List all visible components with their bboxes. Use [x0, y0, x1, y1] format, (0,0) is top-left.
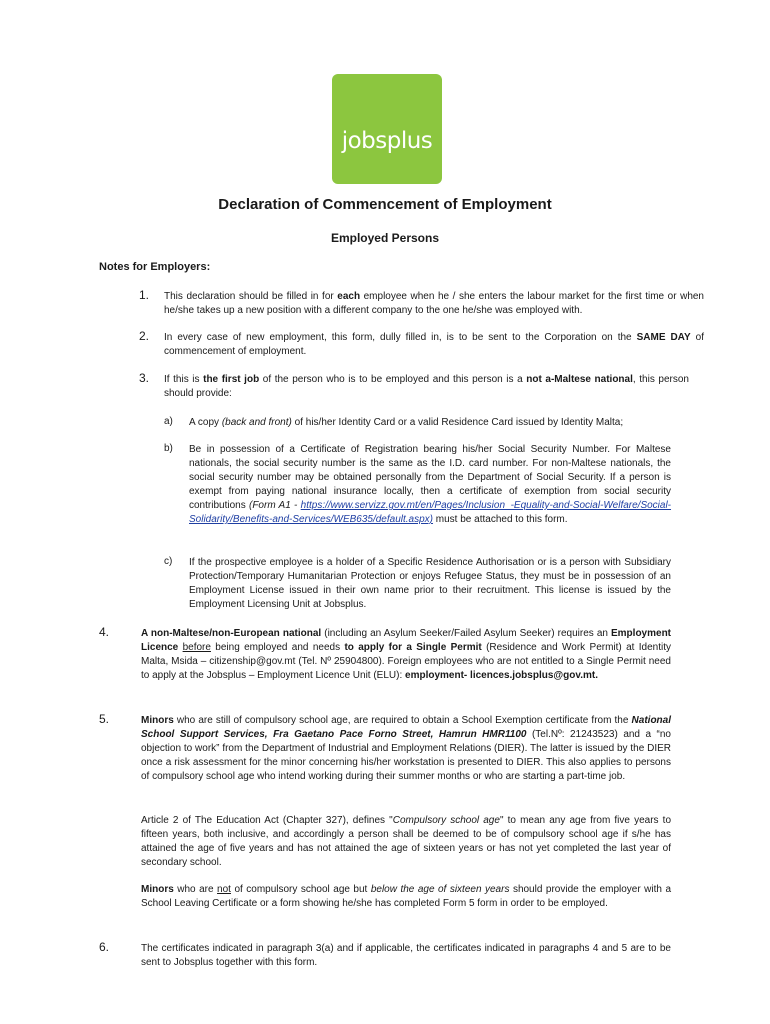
- item-1-text: This declaration should be filled in for each employee when he / she enters the labour market for the first time or when he/she takes up a new position with a different company to the one he/she was employed with.: [164, 291, 704, 316]
- item-5-text: Minors who are still of compulsory school age, are required to obtain a School Exemption certificate from the National School Support Services, Fra Gaetano Pace Forno Street, Hamrun HMR1100 (Tel.Nº: 21243523) and a “no objection to work” from the Department of Industrial and Employment Relations (DIER). The latter is issued by the DIER once a risk assessment for the minor concerning his/her workstation is presented to DIER. This also applies to persons of compulsory school age who intend working during their summer months or who are starting a part-time job.: [141, 715, 671, 782]
- item-6-number: 6.: [99, 940, 110, 954]
- compulsory-school-age-definition: Article 2 of The Education Act (Chapter 327), defines "Compulsory school age" to mean any age from five years to fifteen years, both inclusive, and accordingly a person shall be deemed to be of compulsory school age if s/he has attained the age of five years and has not attained the age of sixteen years or has not yet completed the last year of secondary school.: [141, 815, 672, 868]
- item-3-text: If this is the first job of the person who is to be employed and this person is a not a-Maltese national, this person should provide:: [164, 374, 689, 399]
- item-1-number: 1.: [139, 288, 150, 302]
- item-3b-letter: b): [164, 443, 173, 454]
- item-6-text: The certificates indicated in paragraph 3(a) and if applicable, the certificates indicated in paragraphs 4 and 5 are to be sent to Jobsplus together with this form.: [141, 943, 671, 968]
- item-3a-text: A copy (back and front) of his/her Identity Card or a valid Residence Card issued by Identity Malta;: [189, 417, 624, 428]
- item-3c-letter: c): [164, 556, 173, 567]
- item-5-number: 5.: [99, 712, 110, 726]
- item-4-text: A non-Maltese/non-European national (including an Asylum Seeker/Failed Asylum Seeker) requires an Employment Licence before being employed and needs to apply for a Single Permit (Residence and Work Permit) at Identity Malta, Msida – citizenship@gov.mt (Tel. Nº 25904800). Foreign employees who are not entitled to a Single Permit need to apply at the Jobsplus – Employment Licence Unit (ELU): employment- licences.jobsplus@gov.mt.: [141, 628, 672, 681]
- minors-school-leaving-note: Minors who are not of compulsory school age but below the age of sixteen years should provide the employer with a School Leaving Certificate or a form showing he/she has completed Form 5 form in order to be employed.: [141, 884, 672, 909]
- item-2-text: In every case of new employment, this form, dully filled in, is to be sent to the Corporation on the SAME DAY of commencement of employment.: [164, 332, 704, 357]
- item-2-number: 2.: [139, 329, 150, 343]
- notes-heading: Notes for Employers:: [99, 261, 211, 273]
- jobsplus-logo: [332, 74, 442, 184]
- item-3-number: 3.: [139, 371, 150, 385]
- item-4-number: 4.: [99, 625, 110, 639]
- document-title: Declaration of Commencement of Employment: [218, 196, 552, 213]
- item-3b-text: Be in possession of a Certificate of Registration bearing his/her Social Security Number. For Maltese nationals, the social security number is the same as the I.D. card number. For non-Maltese nationals, the social security number may be obtained personally from the Department of Social Security. If a person is exempt from paying national insurance locally, then a certificate of exemption from social security contributions (Form A1 - https://www.servizz.gov.mt/en/Pages/Inclusion_-Equality-and-Social-Welfare/Social-Solidarity/Benefits-and-Services/WEB635/default.aspx) must be attached to this form.: [189, 444, 672, 525]
- social-security-link[interactable]: https://www.servizz.gov.mt/en/Pages/Inclusion_-Equality-and-Social-Welfare/Social-Solidarity/Benefits-and-Services/WEB635/default.aspx): [189, 500, 672, 525]
- logo-text: jobsplus: [341, 128, 433, 154]
- item-3c-text: If the prospective employee is a holder of a Specific Residence Authorisation or is a person with Subsidiary Protection/Temporary Humanitarian Protection or enjoys Refugee Status, they must be in possession of an Employment License issued in their own name prior to their recruitment. This license is issued by the Employment Licensing Unit at Jobsplus.: [189, 557, 671, 610]
- item-3a-letter: a): [164, 416, 173, 427]
- document-subtitle: Employed Persons: [330, 231, 440, 245]
